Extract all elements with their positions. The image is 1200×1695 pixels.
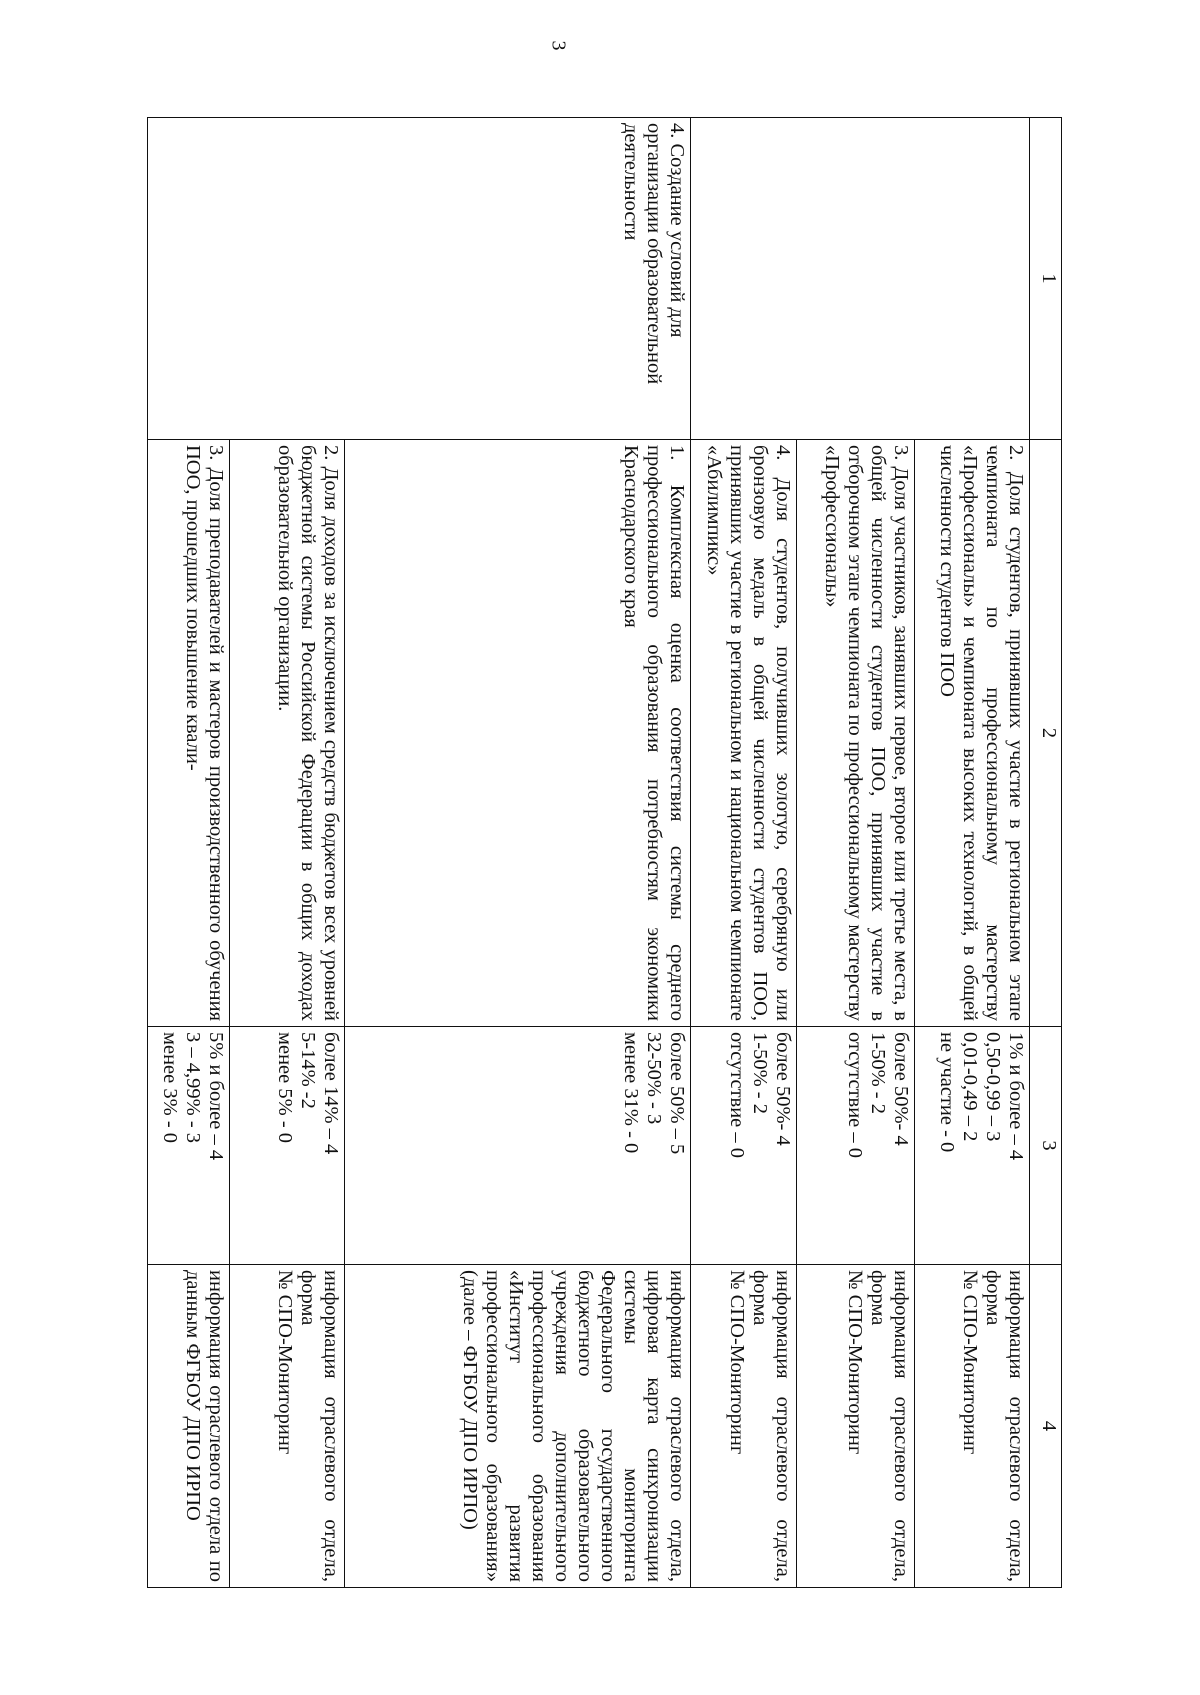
header-cell: 1: [1030, 118, 1062, 440]
source-cell: информация отраслевого отдела, форма № СПО-Мониторинг: [915, 1265, 1030, 1588]
indicator-cell: 2. Доля доходов за исключением средств бюджетов всех уровней бюджетной системы Российской Федерации в общих доходах образовательной организации.: [230, 440, 345, 1027]
source-cell: информация отраслевого отдела, форма № СПО-Мониторинг: [690, 1265, 796, 1588]
indicator-cell: 3. Доля преподавателей и мастеров производственного обучения ПОО, прошедших повышение квали-: [148, 440, 230, 1027]
source-cell: информация отраслевого отдела, форма № СПО-Мониторинг: [230, 1265, 345, 1588]
header-cell: 4: [1030, 1265, 1062, 1588]
score-cell: более 14% – 4 5-14% -2 менее 5% - 0: [230, 1027, 345, 1265]
indicator-cell: 3. Доля участников, занявших первое, второе или третье места, в общей численности студентов ПОО, принявших участие в отборочном этапе чемпионата по профессиональному мастерству «Профессионалы»: [796, 440, 914, 1027]
header-cell: 3: [1030, 1027, 1062, 1265]
table-container: [147, 117, 1062, 1587]
score-cell: более 50%- 4 1-50% - 2 отсутствие – 0: [690, 1027, 796, 1265]
criteria-table: [147, 117, 1062, 1588]
score-cell: 1% и более – 4 0,50-0,99 – 3 0,01-0,49 – 2 не участие - 0: [915, 1027, 1030, 1265]
score-cell: более 50%- 4 1-50% - 2 отсутствие – 0: [796, 1027, 914, 1265]
score-cell: 5% и более – 4 3 – 4,99% - 3 менее 3% - 0: [148, 1027, 230, 1265]
source-cell: информация отраслевого отдела по данным ФГБОУ ДПО ИРПО: [148, 1265, 230, 1588]
indicator-cell: 4. Доля студентов, получивших золотую, серебряную или бронзовую медаль в общей численности студентов ПОО, принявших участие в региональном и национальном чемпионате «Абилимпикс»: [690, 440, 796, 1027]
page-number: 3: [547, 40, 570, 51]
header-cell: 2: [1030, 440, 1062, 1027]
score-cell: более 50% – 5 32-50% - 3 менее 31% - 0: [345, 1027, 690, 1265]
indicator-cell: 1. Комплексная оценка соответствия системы среднего профессионального образования потребностям экономики Краснодарского края: [345, 440, 690, 1027]
source-cell: информация отраслевого отдела, цифровая карта синхронизации системы мониторинга Федерального государственного бюджетного образовательного учреждения дополнительного профессионального образования «Институт развития профессионального образования» (далее – ФГБОУ ДПО ИРПО): [345, 1265, 690, 1588]
table-header-row: [1030, 118, 1062, 1588]
criterion-cell: [690, 118, 1030, 440]
table-row: [345, 118, 690, 1588]
source-cell: информация отраслевого отдела, форма № СПО-Мониторинг: [796, 1265, 914, 1588]
table-row: [915, 118, 1030, 1588]
criterion-cell: 4. Создание условий для организации образовательной деятельности: [148, 118, 691, 440]
indicator-cell: 2. Доля студентов, принявших участие в региональном этапе чемпионата по профессиональному мастерству «Профессионалы» и чемпионата высоких технологий, в общей численности студентов ПОО: [915, 440, 1030, 1027]
